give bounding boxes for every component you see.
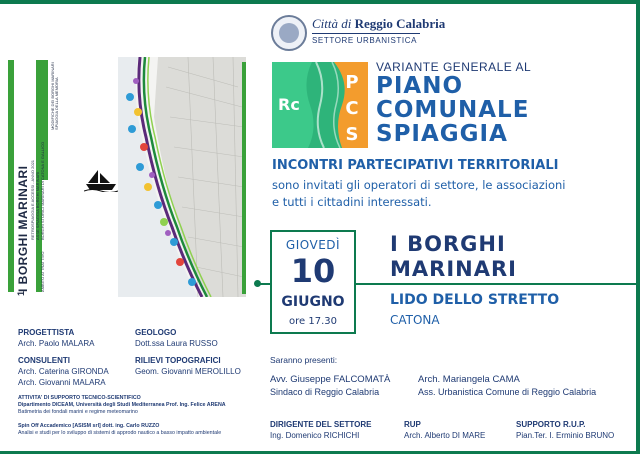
- strip-title: I BORGHI MARINARI: [16, 165, 30, 292]
- invite-text: e tutti i cittadini interessati.: [272, 195, 432, 209]
- event-time: ore 17.30: [289, 316, 337, 327]
- header-divider: [312, 33, 420, 34]
- event-day: 10: [290, 252, 336, 290]
- consulenti-block: CONSULENTI Arch. Caterina GIRONDA Arch. Giovanni MALARA: [18, 356, 109, 387]
- event-location: LIDO DELLO STRETTO: [390, 292, 560, 308]
- svg-text:C: C: [345, 98, 359, 119]
- coastline-map: [118, 57, 246, 297]
- supporto-rup-block: SUPPORTO R.U.P. Pian.Ter. I. Erminio BRUNO: [516, 420, 615, 440]
- title-line: SPIAGGIA: [376, 121, 508, 147]
- connector-line: [356, 283, 636, 285]
- rup-block: RUP Arch. Alberto DI MARE: [404, 420, 486, 440]
- city-name: Città di Reggio Calabria: [312, 16, 446, 31]
- connector-dot: [254, 280, 261, 287]
- event-month: GIUGNO: [281, 294, 345, 310]
- event-title: I BORGHI MARINARI: [390, 232, 517, 281]
- department-name: SETTORE URBANISTICA: [312, 36, 418, 45]
- date-box: [270, 230, 356, 334]
- rilievi-block: RILIEVI TOPOGRAFICI Geom. Giovanni MEROLILLO: [135, 356, 241, 376]
- dirigente-block: DIRIGENTE DEL SETTORE Ing. Domenico RICHICHI: [270, 420, 372, 440]
- strip-label: ASSE SPIAGGIA BORGHI MARINARI: [35, 171, 40, 240]
- city-crest-icon: [271, 15, 307, 51]
- title-prefix: VARIANTE GENERALE AL: [376, 60, 532, 74]
- strip-label: AMBITO ATTRATTIVO: [40, 251, 45, 292]
- svg-text:P: P: [345, 72, 359, 93]
- svg-text:S: S: [345, 124, 359, 145]
- title-line: COMUNALE: [376, 97, 530, 123]
- title-line: PIANO: [376, 73, 464, 99]
- strip-label: RETROSPIAGGIA E ACCESSI - ANNO 2021: [30, 159, 35, 240]
- invite-text: sono invitati gli operatori di settore, le associazioni: [272, 178, 566, 192]
- attendees-intro: Saranno presenti:: [270, 355, 338, 365]
- strip-label: SPIAGGIA DELLA MEMORIA: [54, 77, 59, 130]
- strip-label: MODIFICHE DEI BORGHI MARINARI: [50, 62, 55, 130]
- geologo-block: GEOLOGO Dott.ssa Laura RUSSO: [135, 328, 218, 348]
- pcs-logo: [272, 62, 368, 148]
- boat-icon: [84, 168, 118, 192]
- attendee-block: Avv. Giuseppe FALCOMATÀ Sindaco di Reggio Calabria: [270, 374, 391, 397]
- strip-label: BORGHI STORICI MARINARI DI CATONA E GALLICO: [40, 141, 45, 240]
- invite-heading: INCONTRI PARTECIPATIVI TERRITORIALI: [272, 158, 559, 173]
- map-green-bar: [242, 62, 246, 294]
- svg-text:Rc: Rc: [278, 95, 300, 114]
- green-bar: [8, 60, 14, 292]
- top-frame-line: [0, 0, 640, 4]
- spinoff-block: Spin Off Accademico [ASISM srl] dott. ing. Carlo RUZZO Analisi e studi per lo sviluppo di sistemi di approdo nautico a basso impatto ambientale: [18, 423, 222, 436]
- event-weekday: GIOVEDÌ: [285, 238, 341, 252]
- progettista-block: PROGETTISTA Arch. Paolo MALARA: [18, 328, 95, 348]
- strip-page-number: 1: [16, 290, 26, 296]
- supporto-block: ATTIVITA' DI SUPPORTO TECNICO-SCIENTIFICO Dipartimento DICEAM, Università degli Studi Mediterranea Prof. Ing. Felice ARENA Batimetria dei fondali marini e regime meteomarino: [18, 395, 226, 415]
- event-district: CATONA: [390, 313, 440, 327]
- attendee-block: Arch. Mariangela CAMA Ass. Urbanistica Comune di Reggio Calabria: [418, 374, 597, 397]
- left-vertical-strip: [6, 60, 59, 296]
- right-frame-line: [636, 0, 640, 454]
